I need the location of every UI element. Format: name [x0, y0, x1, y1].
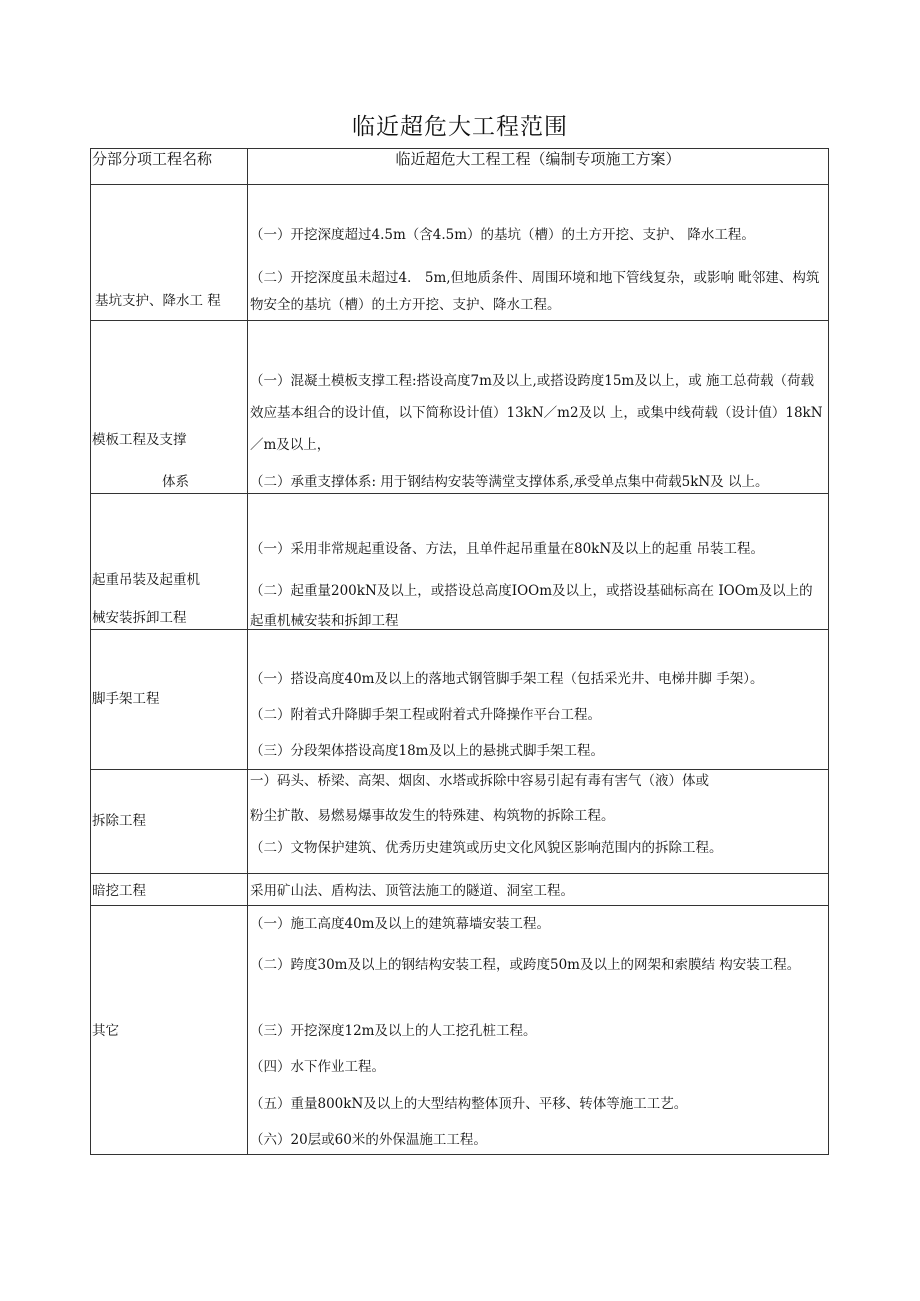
scope-item: （一）搭设高度40m及以上的落地式钢管脚手架工程（包括采光井、电梯井脚 手架）。 [250, 671, 764, 687]
row-name: 模板工程及支撑 [92, 432, 187, 448]
row-name: 拆除工程 [92, 813, 146, 829]
row-name: 其它 [92, 1023, 119, 1039]
row-desc-cell [248, 906, 829, 1155]
row-name-cell [91, 770, 248, 874]
scope-item: （一）开挖深度超过4.5m（含4.5m）的基坑（槽）的土方开挖、支护、 降水工程。 [250, 227, 755, 243]
scope-item: （二）跨度30m及以上的钢结构安装工程，或跨度50m及以上的网架和索膜结 构安装工程。 [250, 957, 801, 973]
table-row [91, 185, 829, 321]
row-desc-cell [248, 770, 829, 874]
scope-item: （二）开挖深度虽未超过4． 5m,但地质条件、周围环境和地下管线复杂，或影响 毗邻建、构筑物安全的基坑（槽）的土方开挖、支护、降水工程。 [250, 270, 820, 313]
header-project-name: 分部分项工程名称 [91, 149, 248, 185]
table-row [91, 630, 829, 770]
scope-item: （四）水下作业工程。 [250, 1059, 385, 1075]
row-name-cell [91, 185, 248, 321]
row-desc-cell [248, 874, 829, 906]
row-name-cell [91, 874, 248, 906]
table-row [91, 874, 829, 906]
row-name: 脚手架工程 [92, 691, 160, 707]
table-header-row [91, 149, 829, 185]
row-name: 体系 [162, 474, 189, 490]
row-name-cell [91, 630, 248, 770]
scope-item: （五）重量800kN及以上的大型结构整体顶升、平移、转体等施工工艺。 [250, 1096, 688, 1112]
row-desc-cell [248, 321, 829, 494]
table-row [91, 494, 829, 630]
row-desc-cell [248, 494, 829, 630]
scope-item: 粉尘扩散、易燃易爆事故发生的特殊建、构筑物的拆除工程。 [250, 808, 615, 824]
scope-table [90, 148, 829, 1155]
scope-item: （一）混凝土模板支撑工程:搭设高度7m及以上,或搭设跨度15m及以上，或 施工总荷载（荷载效应基本组合的设计值，以下简称设计值）13kN／m2及以 上，或集中线荷载（设计值）18kN／m及以上， [250, 373, 823, 453]
row-name-cell [91, 321, 248, 494]
scope-item: （二）附着式升降脚手架工程或附着式升降操作平台工程。 [250, 707, 601, 723]
table-row [91, 906, 829, 1155]
row-desc-cell [248, 185, 829, 321]
row-name-cell [91, 494, 248, 630]
row-name: 起重吊装及起重机 [92, 572, 200, 588]
scope-item: （三）分段架体搭设高度18m及以上的悬挑式脚手架工程。 [250, 743, 604, 759]
scope-item: （二）起重量200kN及以上，或搭设总高度IOOm及以上，或搭设基础标高在 IOOm及以上的起重机械安装和拆卸工程 [250, 583, 813, 629]
scope-item: （一）施工高度40m及以上的建筑幕墙安装工程。 [250, 916, 550, 932]
table-row [91, 770, 829, 874]
scope-item: （二）承重支撑体系: 用于钢结构安装等满堂支撑体系,承受单点集中荷载5kN及 以上。 [250, 474, 769, 490]
row-name: 基坑支护、降水工 程 [95, 293, 221, 309]
scope-item: 采用矿山法、盾构法、顶管法施工的隧道、洞室工程。 [250, 883, 574, 899]
scope-item: （三）开挖深度12m及以上的人工挖孔桩工程。 [250, 1023, 537, 1039]
table-row [91, 321, 829, 494]
scope-item: （六）20层或60米的外保温施工工程。 [250, 1132, 487, 1148]
row-desc-cell [248, 630, 829, 770]
scope-item: （二）文物保护建筑、优秀历史建筑或历史文化风貌区影响范围内的拆除工程。 [250, 840, 723, 856]
scope-item: （一）采用非常规起重设备、方法，且单件起吊重量在80kN及以上的起重 吊装工程。 [250, 541, 764, 557]
row-name: 暗挖工程 [92, 883, 146, 899]
page-title: 临近超危大工程范围 [352, 114, 568, 140]
scope-item: 一）码头、桥梁、高架、烟囱、水塔或拆除中容易引起有毒有害气（液）体或 [250, 773, 709, 789]
header-scope: 临近超危大工程工程（编制专项施工方案） [248, 149, 829, 185]
row-name: 械安装拆卸工程 [92, 610, 187, 626]
row-name-cell [91, 906, 248, 1155]
